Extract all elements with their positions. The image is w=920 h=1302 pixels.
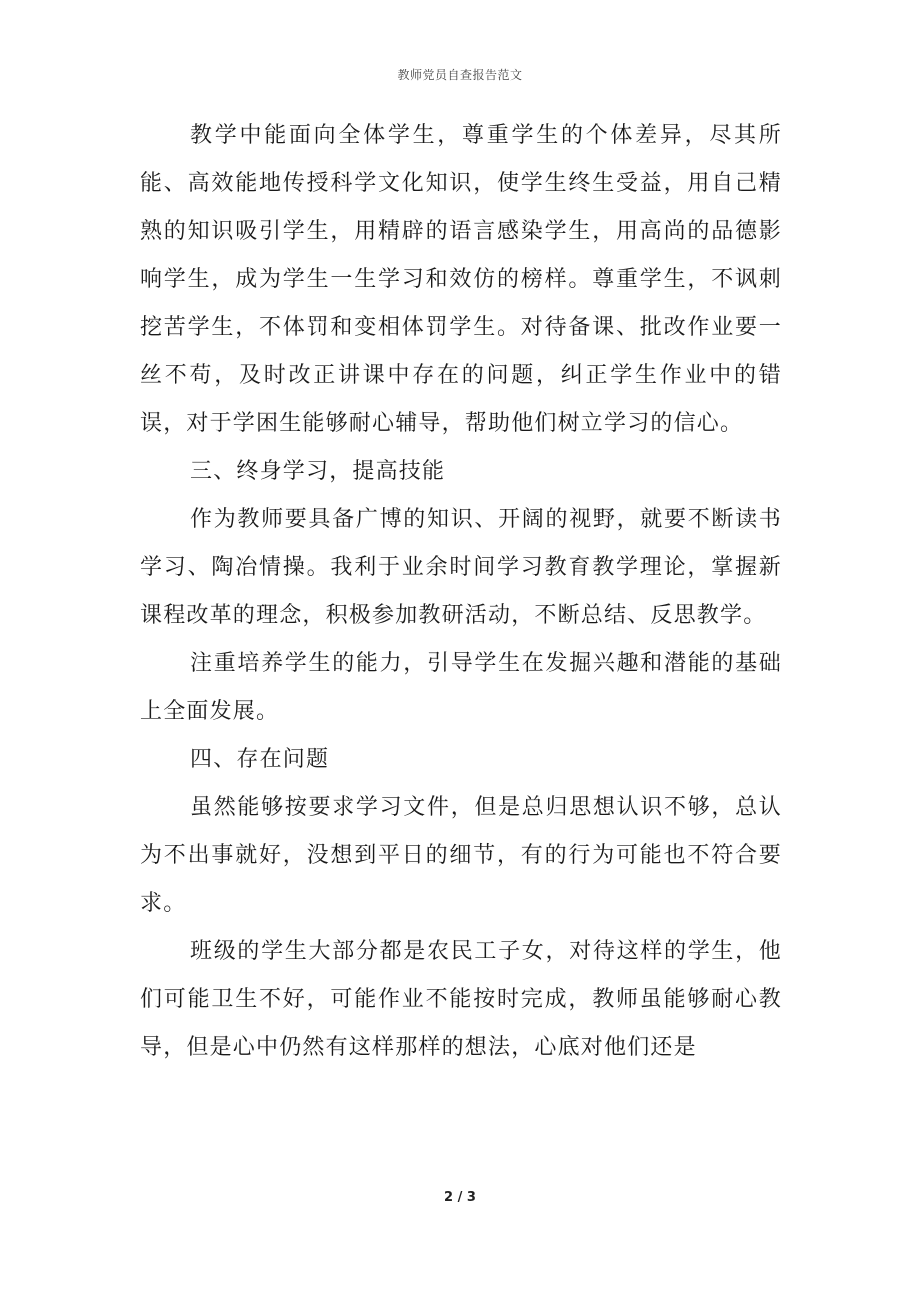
document-body — [140, 112, 782, 1072]
paragraph-knowledge: 作为教师要具备广博的知识、开阔的视野，就要不断读书学习、陶冶情操。我利于业余时间学习教育教学理论，掌握新课程改革的理念，积极参加教研活动，不断总结、反思教学。 — [140, 507, 782, 628]
paragraph-awareness: 虽然能够按要求学习文件，但是总归思想认识不够，总认为不出事就好，没想到平日的细节，有的行为可能也不符合要求。 — [140, 795, 782, 916]
page-header: 教师党员自查报告范文 — [397, 68, 523, 82]
paragraph-ability: 注重培养学生的能力，引导学生在发掘兴趣和潜能的基础上全面发展。 — [140, 651, 782, 724]
section-heading-problems: 四、存在问题 — [190, 747, 330, 772]
page-number: 2 / 3 — [444, 1190, 476, 1205]
paragraph-class-students: 班级的学生大部分都是农民工子女，对待这样的学生，他们可能卫生不好，可能作业不能按时完成，教师虽能够耐心教导，但是心中仍然有这样那样的想法，心底对他们还是 — [140, 939, 782, 1060]
section-heading-lifelong-learning: 三、终身学习，提高技能 — [190, 459, 446, 484]
paragraph-teaching: 教学中能面向全体学生，尊重学生的个体差异，尽其所能、高效能地传授科学文化知识，使学生终生受益，用自己精熟的知识吸引学生，用精辟的语言感染学生，用高尚的品德影响学生，成为学生一生学习和效仿的榜样。尊重学生，不讽刺挖苦学生，不体罚和变相体罚学生。对待备课、批改作业要一丝不苟，及时改正讲课中存在的问题，纠正学生作业中的错误，对于学困生能够耐心辅导，帮助他们树立学习的信心。 — [140, 123, 782, 436]
